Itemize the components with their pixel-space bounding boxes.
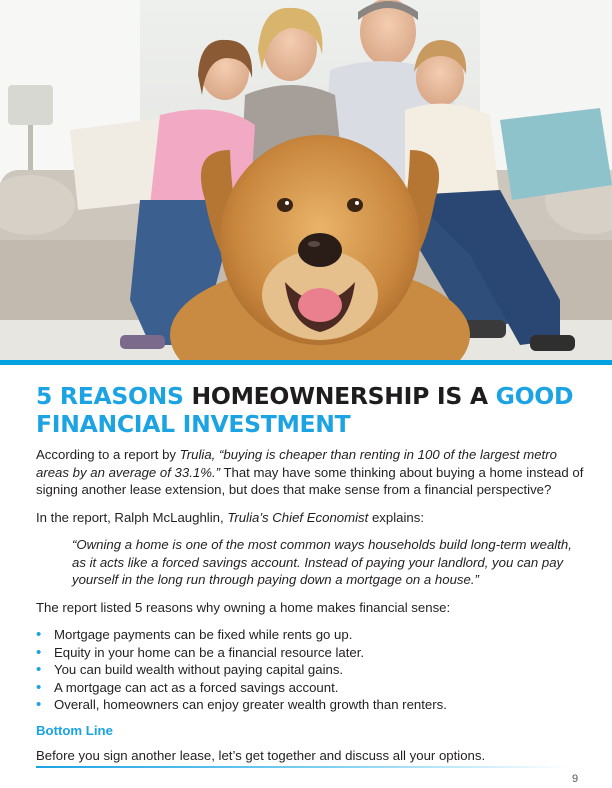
- closing-paragraph: Before you sign another lease, let’s get together and discuss all your options.: [36, 748, 486, 763]
- hero-photo: [0, 0, 612, 360]
- intro-text-2: That may have some thinking about buying a home instead of signing another lease extension, but does that make sense from a financial perspective?: [36, 464, 584, 497]
- block-quote: “Owning a home is one of the most common ways households build long-term wealth, as it acts like a forced savings account. Instead of paying your landlord, you can pay yourself in the long run through paying down a mortgage on a house.”: [72, 537, 572, 587]
- family-with-dog-illustration: [0, 0, 612, 360]
- list-item: • You can build wealth without paying capital gains.: [36, 661, 584, 679]
- footer-divider: [36, 766, 570, 768]
- economist-title: Trulia’s Chief Economist: [227, 509, 369, 525]
- title-highlight-financial: FINANCIAL INVESTMENT: [36, 410, 351, 438]
- reasons-intro: The report listed 5 reasons why owning a home makes financial sense:: [36, 599, 451, 615]
- economist-paragraph: [36, 509, 584, 527]
- bottom-line-heading: Bottom Line: [36, 722, 113, 738]
- intro-source-trulia: Trulia: [179, 447, 212, 462]
- hero-divider: [0, 360, 612, 365]
- economist-text-2: explains:: [368, 509, 425, 525]
- title-text-homeownership: HOMEOWNERSHIP IS A: [183, 382, 496, 410]
- article-title: [36, 382, 584, 438]
- title-highlight-reasons: 5 REASONS: [36, 382, 184, 410]
- intro-paragraph: [36, 446, 584, 499]
- list-item: • Equity in your home can be a financial resource later.: [36, 644, 584, 662]
- page-number: 9: [572, 773, 579, 785]
- intro-quote: , “buying is cheaper than renting in 100 of the largest metro areas by an average of 33.1%.”: [36, 447, 557, 480]
- list-item: • Mortgage payments can be fixed while rents go up.: [36, 626, 584, 644]
- list-item: • Overall, homeowners can enjoy greater wealth growth than renters.: [36, 696, 584, 714]
- economist-text-1: In the report, Ralph McLaughlin,: [36, 509, 228, 525]
- intro-text-1: According to a report by: [36, 447, 180, 462]
- reasons-list: [36, 626, 584, 714]
- article: [36, 382, 584, 775]
- list-item: • A mortgage can act as a forced savings account.: [36, 679, 584, 697]
- title-highlight-good: GOOD: [495, 382, 574, 410]
